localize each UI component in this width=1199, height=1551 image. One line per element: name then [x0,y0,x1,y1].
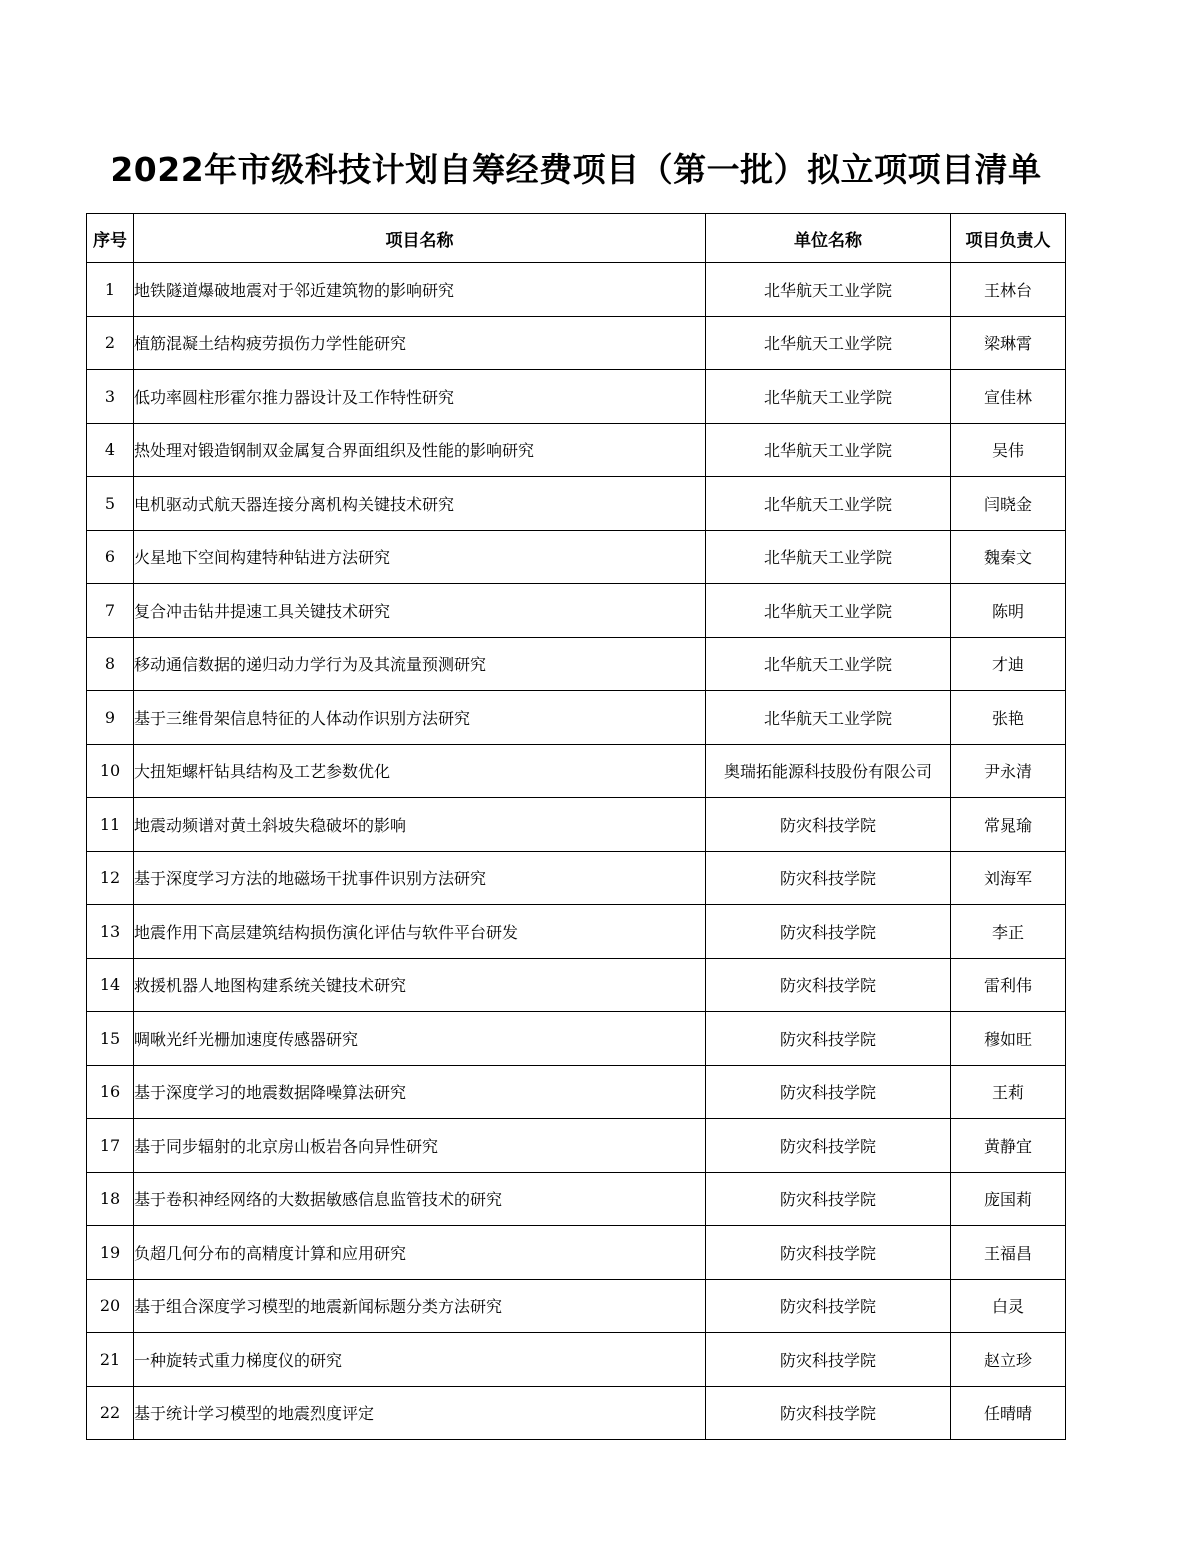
serial-number-cell: 19 [87,1226,134,1280]
project-name-cell: 地震动频谱对黄土斜坡失稳破坏的影响 [134,798,706,852]
table-row [87,1226,1066,1280]
table-row [87,370,1066,424]
project-lead-cell: 雷利伟 [951,958,1066,1012]
unit-name-cell: 防灾科技学院 [706,1386,951,1440]
unit-name-cell: 防灾科技学院 [706,1172,951,1226]
project-name-cell: 基于同步辐射的北京房山板岩各向异性研究 [134,1119,706,1173]
project-name-cell: 移动通信数据的递归动力学行为及其流量预测研究 [134,637,706,691]
project-name-cell: 基于三维骨架信息特征的人体动作识别方法研究 [134,691,706,745]
project-name-cell: 基于深度学习方法的地磁场干扰事件识别方法研究 [134,851,706,905]
table-row [87,423,1066,477]
table-header-row [87,214,1066,263]
project-lead-cell: 吴伟 [951,423,1066,477]
table-row [87,958,1066,1012]
unit-name-cell: 防灾科技学院 [706,851,951,905]
project-lead-cell: 白灵 [951,1279,1066,1333]
serial-number-cell: 17 [87,1119,134,1173]
project-lead-cell: 闫晓金 [951,477,1066,531]
unit-name-cell: 防灾科技学院 [706,1333,951,1387]
project-lead-cell: 李正 [951,905,1066,959]
serial-number-cell: 7 [87,584,134,638]
unit-name-cell: 北华航天工业学院 [706,637,951,691]
serial-number-cell: 9 [87,691,134,745]
table-row [87,1279,1066,1333]
unit-name-cell: 北华航天工业学院 [706,263,951,317]
project-lead-cell: 穆如旺 [951,1012,1066,1066]
serial-number-cell: 11 [87,798,134,852]
project-name-cell: 地震作用下高层建筑结构损伤演化评估与软件平台研发 [134,905,706,959]
unit-name-cell: 防灾科技学院 [706,1226,951,1280]
unit-name-cell: 奥瑞拓能源科技股份有限公司 [706,744,951,798]
table-row [87,1172,1066,1226]
header-project-name: 项目名称 [134,214,706,263]
table-row [87,851,1066,905]
unit-name-cell: 北华航天工业学院 [706,584,951,638]
project-lead-cell: 刘海军 [951,851,1066,905]
unit-name-cell: 防灾科技学院 [706,1279,951,1333]
project-name-cell: 一种旋转式重力梯度仪的研究 [134,1333,706,1387]
project-name-cell: 基于卷积神经网络的大数据敏感信息监管技术的研究 [134,1172,706,1226]
unit-name-cell: 北华航天工业学院 [706,316,951,370]
table-row [87,584,1066,638]
project-lead-cell: 梁琳霄 [951,316,1066,370]
table-row [87,1065,1066,1119]
table-row [87,798,1066,852]
serial-number-cell: 2 [87,316,134,370]
serial-number-cell: 15 [87,1012,134,1066]
unit-name-cell: 北华航天工业学院 [706,530,951,584]
project-name-cell: 低功率圆柱形霍尔推力器设计及工作特性研究 [134,370,706,424]
serial-number-cell: 3 [87,370,134,424]
table-row [87,477,1066,531]
serial-number-cell: 5 [87,477,134,531]
project-lead-cell: 尹永清 [951,744,1066,798]
table-row [87,1119,1066,1173]
serial-number-cell: 4 [87,423,134,477]
project-lead-cell: 陈明 [951,584,1066,638]
table-row [87,744,1066,798]
project-name-cell: 大扭矩螺杆钻具结构及工艺参数优化 [134,744,706,798]
serial-number-cell: 16 [87,1065,134,1119]
serial-number-cell: 10 [87,744,134,798]
serial-number-cell: 8 [87,637,134,691]
project-lead-cell: 庞国莉 [951,1172,1066,1226]
header-unit-name: 单位名称 [706,214,951,263]
project-lead-cell: 才迪 [951,637,1066,691]
table-row [87,1333,1066,1387]
project-name-cell: 基于深度学习的地震数据降噪算法研究 [134,1065,706,1119]
project-lead-cell: 黄静宜 [951,1119,1066,1173]
serial-number-cell: 12 [87,851,134,905]
project-lead-cell: 王林台 [951,263,1066,317]
table-row [87,691,1066,745]
project-lead-cell: 魏秦文 [951,530,1066,584]
project-name-cell: 救援机器人地图构建系统关键技术研究 [134,958,706,1012]
table-row [87,530,1066,584]
project-name-cell: 基于组合深度学习模型的地震新闻标题分类方法研究 [134,1279,706,1333]
project-lead-cell: 赵立珍 [951,1333,1066,1387]
table-body [87,263,1066,1440]
project-lead-cell: 宣佳林 [951,370,1066,424]
project-name-cell: 电机驱动式航天器连接分离机构关键技术研究 [134,477,706,531]
table-row [87,263,1066,317]
unit-name-cell: 北华航天工业学院 [706,477,951,531]
serial-number-cell: 18 [87,1172,134,1226]
project-lead-cell: 王福昌 [951,1226,1066,1280]
serial-number-cell: 13 [87,905,134,959]
unit-name-cell: 防灾科技学院 [706,958,951,1012]
project-lead-cell: 王莉 [951,1065,1066,1119]
project-name-cell: 地铁隧道爆破地震对于邻近建筑物的影响研究 [134,263,706,317]
table-row [87,1386,1066,1440]
project-lead-cell: 任晴晴 [951,1386,1066,1440]
serial-number-cell: 6 [87,530,134,584]
serial-number-cell: 1 [87,263,134,317]
unit-name-cell: 北华航天工业学院 [706,370,951,424]
project-name-cell: 负超几何分布的高精度计算和应用研究 [134,1226,706,1280]
project-name-cell: 啁啾光纤光栅加速度传感器研究 [134,1012,706,1066]
project-lead-cell: 张艳 [951,691,1066,745]
project-name-cell: 火星地下空间构建特种钻进方法研究 [134,530,706,584]
project-lead-cell: 常晁瑜 [951,798,1066,852]
unit-name-cell: 防灾科技学院 [706,1065,951,1119]
serial-number-cell: 21 [87,1333,134,1387]
table-row [87,316,1066,370]
unit-name-cell: 防灾科技学院 [706,798,951,852]
table-row [87,1012,1066,1066]
unit-name-cell: 防灾科技学院 [706,905,951,959]
project-name-cell: 热处理对锻造钢制双金属复合界面组织及性能的影响研究 [134,423,706,477]
unit-name-cell: 北华航天工业学院 [706,423,951,477]
unit-name-cell: 防灾科技学院 [706,1012,951,1066]
table-row [87,905,1066,959]
project-name-cell: 复合冲击钻井提速工具关键技术研究 [134,584,706,638]
project-name-cell: 植筋混凝土结构疲劳损伤力学性能研究 [134,316,706,370]
table-row [87,637,1066,691]
serial-number-cell: 14 [87,958,134,1012]
unit-name-cell: 防灾科技学院 [706,1119,951,1173]
header-serial-number: 序号 [87,214,134,263]
serial-number-cell: 20 [87,1279,134,1333]
project-table [86,213,1066,1440]
header-project-lead: 项目负责人 [951,214,1066,263]
unit-name-cell: 北华航天工业学院 [706,691,951,745]
serial-number-cell: 22 [87,1386,134,1440]
project-name-cell: 基于统计学习模型的地震烈度评定 [134,1386,706,1440]
page-title: 2022年市级科技计划自筹经费项目（第一批）拟立项项目清单 [110,150,1042,189]
